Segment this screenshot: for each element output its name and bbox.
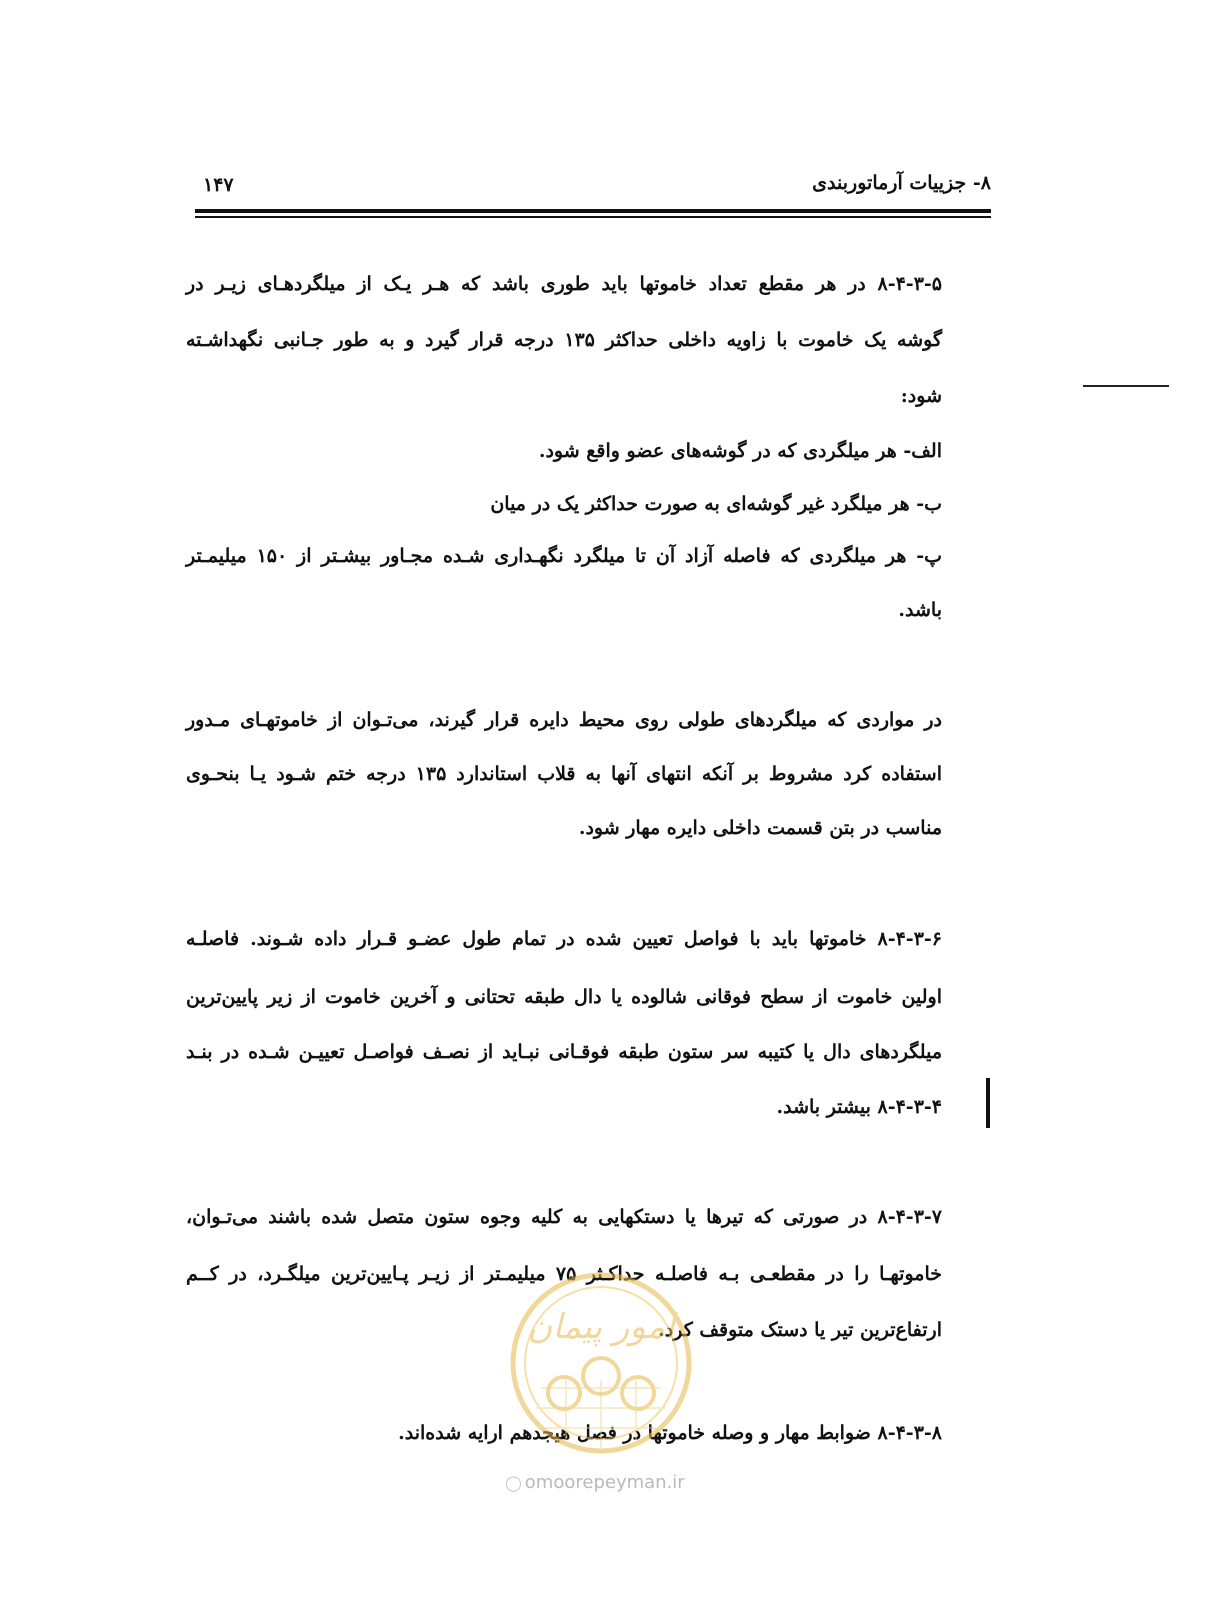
header-rule-thick [195, 209, 991, 213]
chapter-title: ۸- جزییات آرماتوربندی [812, 172, 991, 194]
text-line: خاموتهـا را در مقطعـی بـه فاصلـه حداکـثر ۷۵ میلیمـتر از زیـر پـایین‌ترین میلگـرد، در کــم [186, 1263, 942, 1285]
text-line: گوشه یک خاموت با زاویه داخلی حداکثر ۱۳۵ درجه قرار گیرد و به طور جـانبی نگهداشـته [186, 329, 942, 351]
globe-icon: ◯ [505, 1474, 522, 1492]
watermark-url [505, 1472, 685, 1493]
text-line: ۸-۴-۳-۵ در هر مقطع تعداد خاموتها باید طوری باشد که هـر یـک از میلگردهـای زیـر در [186, 273, 942, 295]
page-number: ۱۴۷ [203, 174, 234, 196]
text-line: در مواردی که میلگردهای طولی روی محیط دایره قرار گیرند، می‌تـوان از خاموتهـای مـدور [186, 709, 942, 731]
text-line: ۸-۴-۳-۶ خاموتها باید با فواصل تعیین شده در تمام طول عضـو قـرار داده شـوند. فاصلـه [186, 928, 942, 950]
text-line: ۸-۴-۳-۷ در صورتی که تیرها یا دستکهایی به کلیه وجوه ستون متصل شده باشند می‌تـوان، [186, 1206, 942, 1228]
list-item-be: ب- هر میلگرد غیر گوشه‌ای به صورت حداکثر یک در میان [490, 493, 942, 515]
list-item-pe: پ- هر میلگردی که فاصله آزاد آن تا میلگرد نگهـداری شـده مجـاور بیشـتر از ۱۵۰ میلیمـتر [186, 545, 942, 567]
text-line: شود: [900, 385, 942, 407]
watermark-seal-logo [506, 1268, 696, 1458]
list-item-alef: الف- هر میلگردی که در گوشه‌های عضو واقع شود. [538, 440, 942, 462]
text-line: اولین خاموت از سطح فوقانی شالوده یا دال طبقه تحتانی و آخرین خاموت از زیر پایین‌ترین [186, 986, 942, 1008]
text-line: ۸-۴-۳-۴ بیشتر باشد. [776, 1096, 942, 1118]
text-line: مناسب در بتن قسمت داخلی دایره مهار شود. [578, 817, 942, 839]
text-line: ارتفاع‌ترین تیر یا دستک متوقف کرد. [658, 1319, 942, 1341]
text-line: ۸-۴-۳-۸ ضوابط مهار و وصله خاموتها در فصل هیجدهم ارایه شده‌اند. [398, 1422, 942, 1444]
page-header [195, 172, 991, 204]
header-rule-thin [195, 216, 991, 218]
text-line: میلگردهای دال یا کتیبه سر ستون طبقه فوقـانی نبـاید از نصـف فواصـل تعییـن شـده در بنـد [186, 1041, 942, 1063]
text-line: استفاده کرد مشروط بر آنکه انتهای آنها به قلاب استاندارد ۱۳۵ درجه ختم شـود یـا بنحـوی [186, 763, 942, 785]
margin-mark-line [1083, 385, 1169, 387]
watermark-url-text: omoorepeyman.ir [524, 1472, 685, 1493]
text-line: باشد. [898, 599, 942, 621]
change-bar [986, 1078, 990, 1128]
watermark-seal-text: امور پیمان [527, 1307, 675, 1347]
